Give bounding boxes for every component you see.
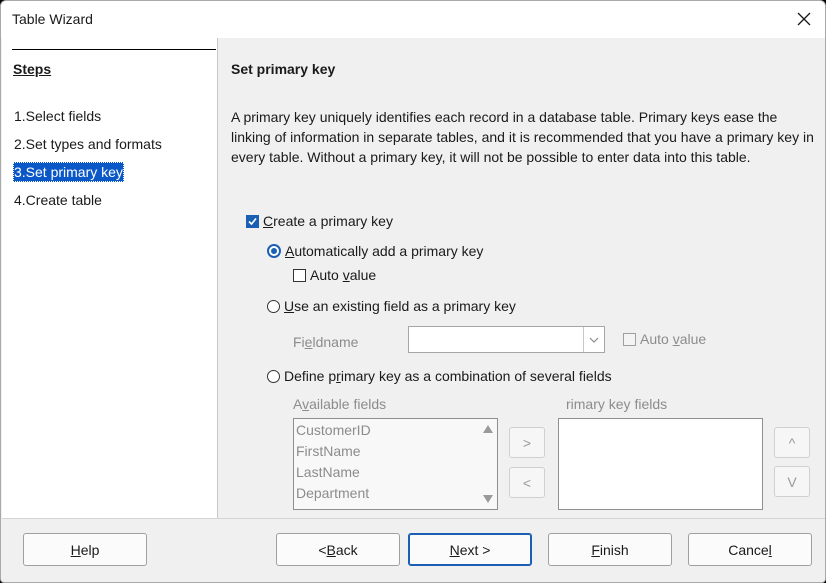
fieldname-dropdown[interactable] <box>408 326 605 353</box>
chevron-down-icon[interactable] <box>583 327 604 352</box>
page-description: A primary key uniquely identifies each record in a database table. Primary keys ease the linking of information in separate tables, and it is recommended that you have a primary key in every table. Without a primary key, it will not be possible to enter data into this table. <box>231 109 814 165</box>
move-up-button[interactable]: ^ <box>774 427 810 458</box>
page-content <box>218 38 826 518</box>
list-item[interactable]: Department <box>296 485 370 501</box>
add-field-button[interactable]: > <box>509 427 545 458</box>
next-button[interactable]: N ext > <box>408 533 532 566</box>
checkbox-disabled-icon <box>623 333 636 346</box>
close-icon <box>797 12 811 26</box>
help-button[interactable]: H elp <box>23 533 147 566</box>
scroll-down-icon[interactable] <box>483 495 493 503</box>
step-create-table[interactable]: 4.Create table <box>14 192 102 208</box>
list-item[interactable]: LastName <box>296 464 360 480</box>
use-existing-field-label: Use an existing field as a primary key <box>284 298 516 314</box>
radio-selected-icon <box>267 244 281 258</box>
available-fields-list[interactable] <box>293 418 498 510</box>
step-set-types[interactable]: 2.Set types and formats <box>14 136 162 152</box>
auto-add-key-label: Automatically add a primary key <box>285 243 484 259</box>
list-item[interactable]: FirstName <box>296 443 361 459</box>
primary-key-fields-list[interactable] <box>558 418 763 510</box>
steps-heading: Steps <box>13 61 52 77</box>
define-combination-label: Define primary key as a combination of several fields <box>284 368 612 384</box>
auto-value-2-checkbox[interactable] <box>623 331 706 347</box>
window-title: Table Wizard <box>12 11 93 27</box>
vertical-scrollbar[interactable] <box>479 419 497 509</box>
finish-button[interactable]: F inish <box>548 533 672 566</box>
use-existing-field-radio[interactable] <box>267 298 516 314</box>
remove-field-button[interactable]: < <box>509 467 545 498</box>
step-select-fields[interactable]: 1.Select fields <box>14 108 102 124</box>
footer-divider <box>2 518 826 519</box>
back-button[interactable]: < B ack <box>276 533 400 566</box>
auto-value-checkbox[interactable] <box>293 267 376 283</box>
define-combination-radio[interactable] <box>267 368 612 384</box>
create-primary-key-label: Create a primary key <box>263 213 393 229</box>
list-item[interactable]: CustomerID <box>296 422 371 438</box>
fieldname-label: Fieldname <box>293 334 359 350</box>
primary-key-fields-label: rimary key fields <box>566 396 668 412</box>
close-button[interactable] <box>789 4 819 34</box>
scroll-up-icon[interactable] <box>483 425 493 433</box>
auto-value-2-label: Auto value <box>640 331 707 347</box>
auto-add-key-radio[interactable] <box>267 243 483 259</box>
radio-icon <box>267 370 280 383</box>
checkbox-checked-icon <box>246 215 259 228</box>
radio-icon <box>267 300 280 313</box>
steps-pane <box>2 38 218 518</box>
page-title: Set primary key <box>231 61 336 77</box>
create-primary-key-checkbox[interactable] <box>246 213 393 229</box>
move-down-button[interactable]: V <box>774 466 810 497</box>
cancel-button[interactable]: Cance l <box>688 533 812 566</box>
steps-divider <box>12 49 216 50</box>
auto-value-label: Auto value <box>310 267 377 283</box>
checkbox-icon <box>293 269 306 282</box>
available-fields-label: Available fields <box>293 396 387 412</box>
title-bar <box>1 1 825 38</box>
step-set-primary-key[interactable]: 3.Set primary key <box>14 164 123 180</box>
